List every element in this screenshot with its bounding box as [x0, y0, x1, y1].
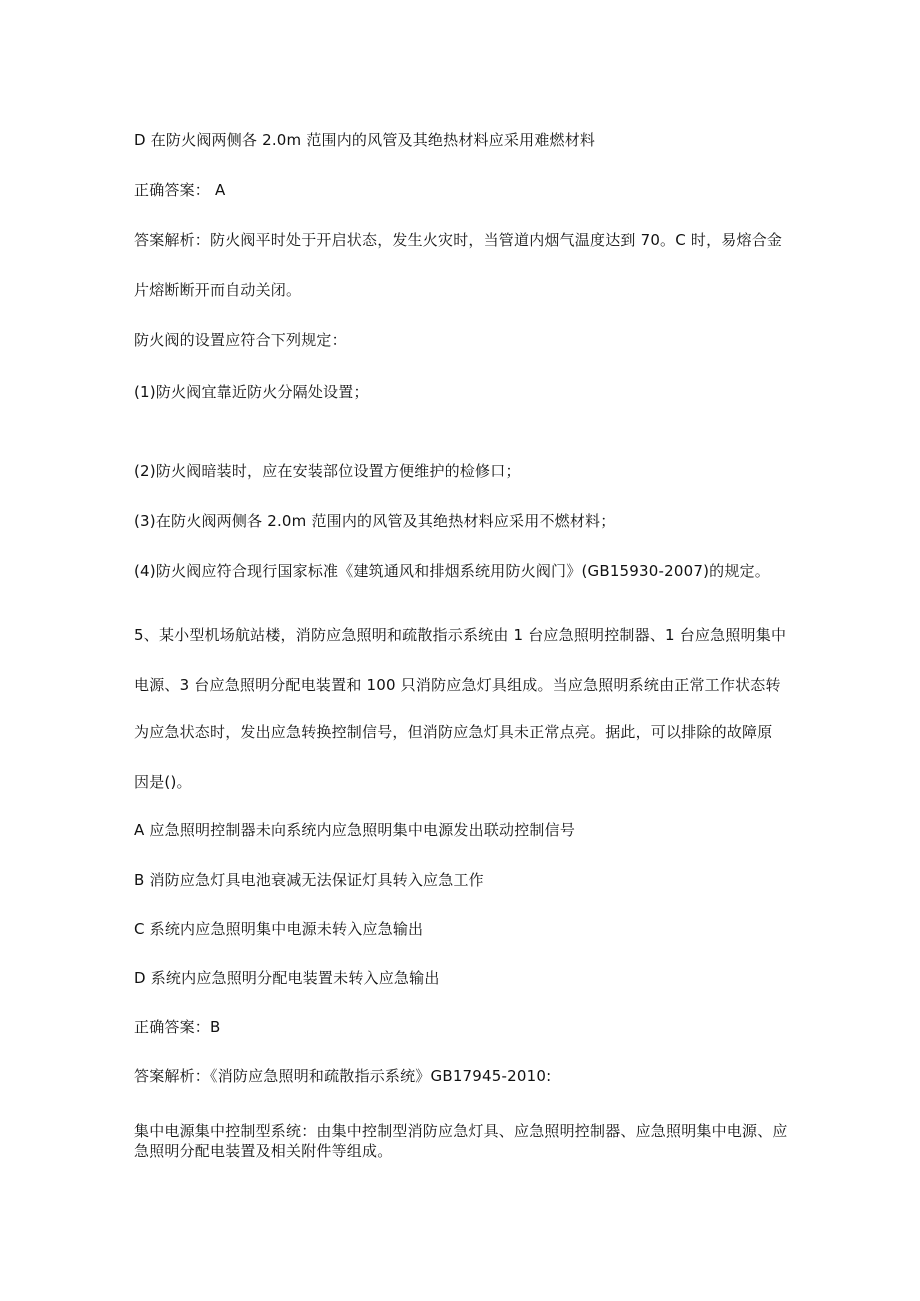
q4-analysis-line-1: 答案解析：防火阀平时处于开启状态，发生火灾时，当管道内烟气温度达到 70。C 时，易熔合金 [134, 231, 783, 249]
q5-correct-answer: 正确答案：B [134, 1018, 221, 1036]
q4-rule-1: (1)防火阀宜靠近防火分隔处设置； [134, 383, 369, 401]
q5-option-d: D 系统内应急照明分配电装置未转入应急输出 [134, 969, 440, 987]
q4-rules-intro: 防火阀的设置应符合下列规定： [134, 331, 347, 349]
q5-option-c: C 系统内应急照明集中电源未转入应急输出 [134, 920, 424, 938]
q4-correct-answer: 正确答案： A [134, 181, 226, 199]
q4-rule-2: (2)防火阀暗装时，应在安装部位设置方便维护的检修口； [134, 462, 521, 480]
q5-option-b: B 消防应急灯具电池衰减无法保证灯具转入应急工作 [134, 871, 484, 889]
q5-definition: 集中电源集中控制型系统：由集中控制型消防应急灯具、应急照明控制器、应急照明集中电源、应急照明分配电装置及相关附件等组成。 [134, 1122, 788, 1160]
q5-stem-line-2: 电源、3 台应急照明分配电装置和 100 只消防应急灯具组成。当应急照明系统由正常工作状态转 [134, 676, 781, 694]
q5-stem-line-4: 因是()。 [134, 773, 192, 791]
q5-stem-line-1: 5、某小型机场航站楼，消防应急照明和疏散指示系统由 1 台应急照明控制器、1 台应急照明集中 [134, 626, 787, 644]
q4-option-d: D 在防火阀两侧各 2.0m 范围内的风管及其绝热材料应采用难燃材料 [134, 131, 596, 149]
q5-analysis: 答案解析：《消防应急照明和疏散指示系统》GB17945-2010: [134, 1067, 552, 1085]
q4-rule-4: (4)防火阀应符合现行国家标准《建筑通风和排烟系统用防火阀门》(GB15930-2007)的规定。 [134, 562, 770, 580]
q5-option-a: A 应急照明控制器未向系统内应急照明集中电源发出联动控制信号 [134, 821, 576, 839]
q5-stem-line-3: 为应急状态时，发出应急转换控制信号，但消防应急灯具未正常点亮。据此，可以排除的故障原 [134, 723, 773, 741]
q4-rule-3: (3)在防火阀两侧各 2.0m 范围内的风管及其绝热材料应采用不燃材料； [134, 512, 616, 530]
q4-analysis-line-2: 片熔断断开而自动关闭。 [134, 281, 302, 299]
